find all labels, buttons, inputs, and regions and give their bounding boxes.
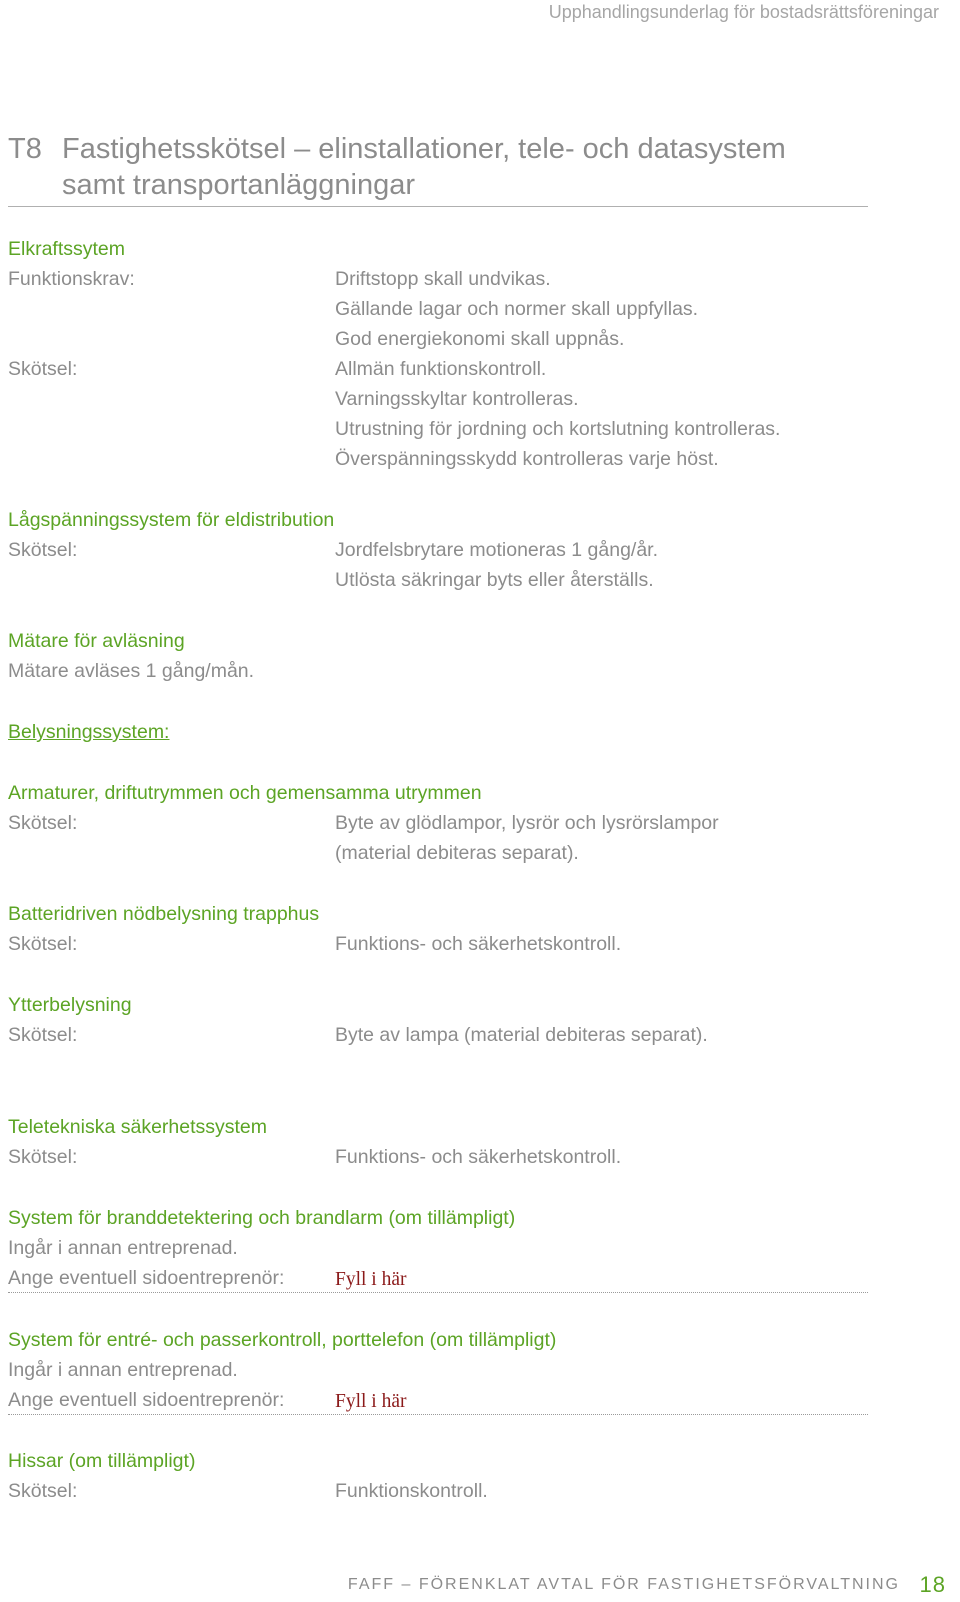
skotsel-label: Skötsel:: [8, 933, 78, 955]
funktionskrav-label: Funktionskrav:: [8, 268, 135, 290]
skotsel-item: Funktionskontroll.: [335, 1480, 488, 1502]
passerkontroll-heading: System för entré- och passerkontroll, porttelefon (om tillämpligt): [8, 1329, 557, 1351]
skotsel-item: Överspänningsskydd kontrolleras varje höst.: [335, 448, 719, 470]
sidoentreprenor-field[interactable]: Fyll i här: [335, 1269, 407, 1290]
skotsel-label: Skötsel:: [8, 1024, 78, 1046]
skotsel-item: Funktions- och säkerhetskontroll.: [335, 933, 622, 955]
armaturer-heading: Armaturer, driftutrymmen och gemensamma utrymmen: [8, 782, 482, 804]
belysning-heading: Belysningssystem:: [8, 721, 170, 743]
fill-line: [8, 1414, 868, 1415]
teletekniska-heading: Teletekniska säkerhetssystem: [8, 1116, 268, 1138]
krav-item: Gällande lagar och normer skall uppfyllas.: [335, 298, 699, 320]
skotsel-item: Utrustning för jordning och kortslutning kontrolleras.: [335, 418, 781, 440]
footer-text: FAFF – FÖRENKLAT AVTAL FÖR FASTIGHETSFÖRVALTNING: [347, 1576, 900, 1593]
nodbelysning-heading: Batteridriven nödbelysning trapphus: [8, 903, 320, 925]
skotsel-item: Jordfelsbrytare motioneras 1 gång/år.: [335, 539, 659, 561]
section-title-line-1: Fastighetsskötsel – elinstallationer, tele- och datasystem: [62, 133, 786, 165]
skotsel-label: Skötsel:: [8, 539, 78, 561]
skotsel-item: Funktions- och säkerhetskontroll.: [335, 1146, 622, 1168]
krav-item: God energiekonomi skall uppnås.: [335, 328, 625, 350]
section-number: T8: [8, 133, 42, 165]
skotsel-label: Skötsel:: [8, 812, 78, 834]
krav-item: Driftstopp skall undvikas.: [335, 268, 551, 290]
skotsel-label: Skötsel:: [8, 1146, 78, 1168]
sidoentreprenor-label: Ange eventuell sidoentreprenör:: [8, 1267, 285, 1289]
skotsel-label: Skötsel:: [8, 1480, 78, 1502]
running-header: Upphandlingsunderlag för bostadsrättsföreningar: [548, 2, 939, 22]
sidoentreprenor-label: Ange eventuell sidoentreprenör:: [8, 1389, 285, 1411]
skotsel-item: Utlösta säkringar byts eller återställs.: [335, 569, 654, 591]
sidoentreprenor-field[interactable]: Fyll i här: [335, 1391, 407, 1412]
skotsel-item: Byte av glödlampor, lysrör och lysrörslampor: [335, 812, 719, 834]
skotsel-item: Varningsskyltar kontrolleras.: [335, 388, 579, 410]
brandlarm-text: Ingår i annan entreprenad.: [8, 1237, 238, 1259]
ytterbelysning-heading: Ytterbelysning: [8, 994, 132, 1016]
passerkontroll-text: Ingår i annan entreprenad.: [8, 1359, 238, 1381]
skotsel-item: (material debiteras separat).: [335, 842, 579, 864]
elkraft-heading: Elkraftssytem: [8, 238, 126, 260]
hissar-heading: Hissar (om tillämpligt): [8, 1450, 196, 1472]
title-divider: [8, 206, 868, 207]
page-number: 18: [919, 1572, 946, 1597]
matare-heading: Mätare för avläsning: [8, 630, 185, 652]
section-title-line-2: samt transportanläggningar: [62, 169, 416, 201]
lagspanning-heading: Lågspänningssystem för eldistribution: [8, 509, 335, 531]
matare-text: Mätare avläses 1 gång/mån.: [8, 660, 255, 682]
fill-line: [8, 1292, 868, 1293]
skotsel-item: Allmän funktionskontroll.: [335, 358, 547, 380]
brandlarm-heading: System för branddetektering och brandlarm (om tillämpligt): [8, 1207, 516, 1229]
skotsel-label: Skötsel:: [8, 358, 78, 380]
section-title: [62, 131, 786, 203]
skotsel-item: Byte av lampa (material debiteras separat).: [335, 1024, 708, 1046]
